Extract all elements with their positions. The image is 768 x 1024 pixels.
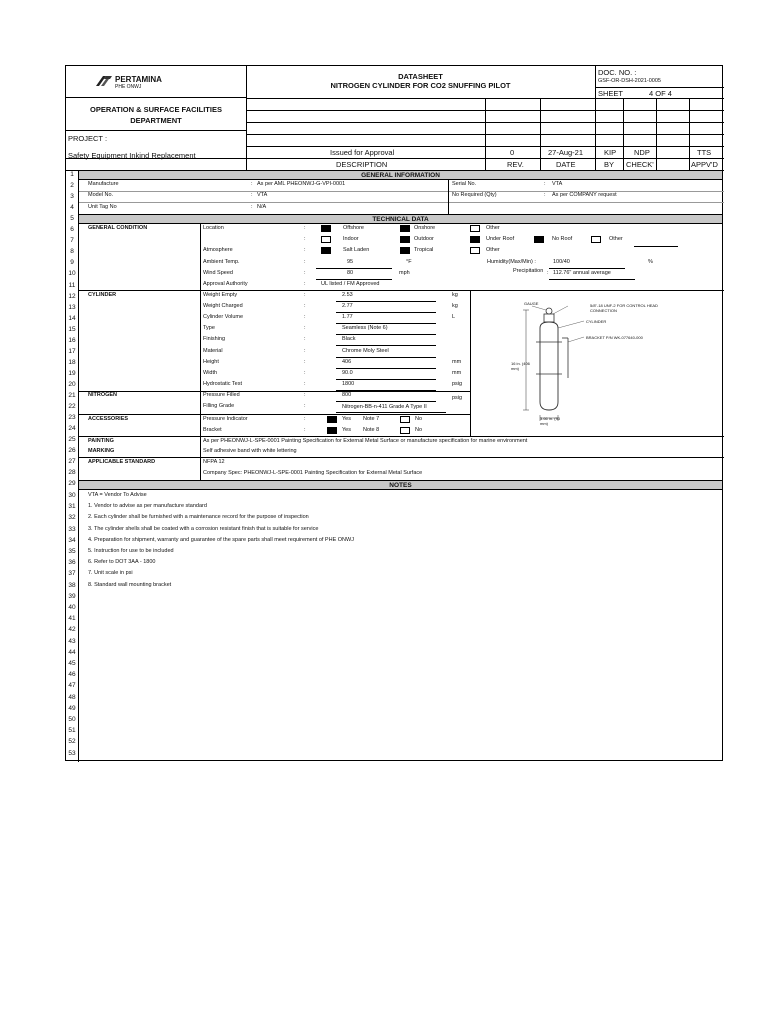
row-number: 27 — [68, 458, 76, 466]
row-number: 31 — [68, 503, 76, 511]
painting-heading: PAINTING — [88, 438, 114, 444]
height-dimension: 16 in. (406 mm) — [511, 361, 530, 371]
standard-line1: NFPA 12 — [203, 459, 225, 465]
sheet-label: SHEET — [598, 89, 624, 98]
section-technical-data: TECHNICAL DATA — [79, 214, 722, 224]
cylinder-row-value: Seamless (Note 6) — [342, 325, 388, 332]
row-number: 3 — [70, 193, 74, 201]
cylinder-row-label: Finishing — [203, 336, 226, 343]
row-number: 26 — [68, 447, 76, 455]
doc-no: GSF-OR-DSH-2021-0005 — [598, 78, 661, 84]
pressure-value: 800 — [342, 392, 352, 398]
qty-label: No Required (Qty) — [452, 192, 497, 198]
marking-text: Self adhesive band with white lettering — [203, 448, 297, 454]
standard-line2: Company Spec: PHEONWJ-L-SPE-0001 Painting Specification for External Metal Surface — [203, 470, 423, 476]
cylinder-row-value: 2.53 — [342, 292, 353, 298]
gauge-label: GAUGE — [524, 301, 539, 306]
datasheet: PERTAMINA PHE ONWJ DATASHEET NITROGEN CYLINDER FOR CO2 SNUFFING PILOT DOC. NO. : GSF-OR-DSH-2021-0005 SHEET 4 OF 4 OPERATION & SURFACE FACILITIES DEPARTMENT PROJECT : Safety Equipment Inkind Replacement Issued for Approval 0 27-Aug-21 KIP NDP TTS DESCRIPTION REV. DATE BY CHECK' APPV'D 1 2 3 4 5 6 7 8 9 10 11 12 13 14 15 16 17 18 19 20 21 22 23 24 25 26 27 28 29 30 31 32 33 34 35 36 37 38 39 40 41 42 43 44 45 46 47 48 49 50 51 52 53 GENERAL INFORMATION TECHNICAL DATA NOTES Manufacture : As per AML PHEONWJ-G-VPI-0001 Serial No. : VTA Model No. : VTA No Required (Qty) : As per COMPANY request Unit Tag No : N/A GENERAL CONDITION Location : Offshore Onshore Other : Indoor Outdoor Under Roof No Roof Other Atmosphere : Salt Laden Tropical Other Ambient Temp. : 95 °F Humidity(Max/Min) : 100/40 % Wind Speed : 80 mph Precipitation : 112.76" annual average Approval Authority : UL listed / FM Approved CYLINDER Weight Empty : 2.53 kg Weight Charged : 2.77 kg Cylinder Volume : 1.77 L Type : Seamless (Note 6) Finishing : Black Material : Chrome Moly Steel Height : 406 mm Width : 90.0 mm Hydrostatic Test : 1800 psig GAUGE 5/8"-18 UNF-2 FOR CONTROL HEAD CONNECTION CYLINDER BRACKET P/N WK-077640-000 16 in. (406 mm) 3.66 in. (93 mm) NITROGEN Pressure Filled : 800 psig Filling Grade : Nitrogen-BB-n-411 Grade A Type II ACCESSORIES Pressure Indicator : Yes Note 7 No Bracket : Yes Note 8 No PAINTING As per PHEONWJ-L-SPE-0001 Painting Specification for External Metal Surface or manufacture specification for marine environment MARKING Self adhesive band with white lettering APPLICABLE STANDARD NFPA 12 Company Spec: PHEONWJ-L-SPE-0001 Painting Specification for External Metal Surface VTA = Vendor To Advise 1. Vendor to advise as per manufacture standard 2. Each cylinder shall be furnished with a maintenance record for the purpose of inspection 3. The cylinder shells shall be coated with a corrosion resistant finish that is suitable for service 4. Preparation for shipment, warranty and guarantee of the spare parts shall meet requirement of PHE ONWJ 5. Instruction for use to be included 6. Refer to DOT 3AA - 1800 7. Unit scale in psi 8. Standard wall mounting bracket — [65, 65, 723, 761]
row-number: 24 — [68, 425, 76, 433]
note-item: 4. Preparation for shipment, warranty and guarantee of the spare parts shall meet requirement of PHE ONWJ — [88, 536, 354, 543]
row-number: 52 — [68, 738, 76, 746]
description-header: DESCRIPTION — [336, 160, 388, 169]
row-number: 45 — [68, 660, 76, 667]
approval-value: UL listed / FM Approved — [321, 281, 380, 287]
rev-check: NDP — [634, 148, 650, 157]
row-number: 46 — [68, 671, 76, 679]
note-item: VTA = Vendor To Advise — [88, 492, 147, 498]
logo-mark-icon — [94, 74, 114, 88]
row-number: 43 — [68, 637, 76, 645]
thread-label: 5/8"-18 UNF-2 FOR CONTROL HEAD CONNECTION — [590, 303, 658, 313]
row-number: 5 — [70, 215, 74, 223]
note-item: 6. Refer to DOT 3AA - 1800 — [88, 559, 156, 566]
other-roof-checkbox[interactable] — [591, 236, 601, 243]
row-number: 42 — [68, 626, 76, 634]
check-header: CHECK' — [626, 160, 654, 169]
row-number: 22 — [68, 403, 76, 411]
serial-label: Serial No. — [452, 181, 477, 187]
row-number: 51 — [68, 727, 76, 735]
value-underline — [336, 312, 436, 313]
pressure-indicator-label: Pressure Indicator — [203, 416, 248, 422]
cylinder-row-unit: psig — [452, 380, 463, 387]
grade-label: Filling Grade — [203, 403, 235, 409]
cylinder-heading: CYLINDER — [88, 292, 117, 298]
by-header: BY — [604, 160, 615, 169]
row-number: 2 — [70, 182, 74, 190]
row-number: 19 — [68, 369, 76, 377]
row-number: 30 — [68, 492, 76, 499]
humidity-value: 100/40 — [553, 259, 570, 265]
salt-laden-checkbox[interactable] — [321, 247, 331, 254]
other-atmosphere-checkbox[interactable] — [470, 247, 480, 254]
cylinder-row-value: 90.0 — [342, 369, 353, 376]
row-number: 33 — [68, 525, 76, 533]
row-number: 44 — [68, 648, 76, 656]
cylinder-callout: CYLINDER — [586, 319, 607, 324]
row-number: 40 — [68, 604, 76, 611]
outdoor-checkbox[interactable] — [400, 236, 410, 243]
indoor-checkbox[interactable] — [321, 236, 331, 243]
colon: : — [304, 303, 306, 310]
row-number: 14 — [68, 314, 76, 322]
cylinder-row-label: Weight Charged — [203, 303, 243, 310]
cylinder-row-value: 406 — [342, 358, 352, 365]
row-number: 28 — [68, 469, 76, 477]
cylinder-row-label: Weight Empty — [203, 292, 238, 298]
approval-label: Approval Authority — [203, 281, 248, 287]
humidity-label: Humidity(Max/Min) : — [487, 259, 536, 265]
note-item: 7. Unit scale in psi — [88, 570, 133, 577]
colon: : — [304, 380, 306, 387]
value-underline — [336, 345, 436, 346]
row-number: 35 — [68, 548, 76, 555]
rev-number: 0 — [510, 148, 515, 157]
row-number: 6 — [70, 226, 74, 234]
note-item: 1. Vendor to advise as per manufacture standard — [88, 503, 207, 510]
sheet-value: 4 OF 4 — [649, 89, 672, 98]
cylinder-row-label: Hydrostatic Test — [203, 380, 243, 387]
project-label: PROJECT : — [68, 134, 108, 143]
row-number: 48 — [68, 693, 76, 701]
bracket-no-checkbox[interactable] — [400, 427, 410, 434]
section-notes: NOTES — [79, 480, 722, 490]
doc-no-label: DOC. NO. : — [598, 68, 637, 77]
colon: : — [304, 369, 306, 376]
row-number: 20 — [68, 380, 76, 388]
pertamina-logo — [94, 74, 114, 88]
bracket-callout: BRACKET P/N WK-077640-000 — [586, 335, 643, 340]
cylinder-row-value: 1800 — [342, 380, 355, 387]
rev-by: KIP — [604, 148, 617, 157]
note-item: 8. Standard wall mounting bracket — [88, 581, 172, 588]
precipitation-value: 112.76" annual average — [553, 270, 611, 276]
row-number: 38 — [68, 581, 76, 589]
datasheet-title: DATASHEET — [398, 72, 443, 81]
row-number: 29 — [68, 480, 76, 488]
grade-value: Nitrogen-BB-n-411 Grade A Type II — [342, 404, 427, 410]
value-underline — [336, 334, 436, 335]
qty-value: As per COMPANY request — [552, 192, 617, 198]
cylinder-row-unit: L — [452, 314, 456, 321]
row-number: 17 — [68, 347, 76, 355]
cylinder-row-unit: mm — [452, 358, 462, 365]
row-number: 9 — [70, 259, 74, 267]
row-number: 53 — [68, 749, 76, 757]
row-number: 7 — [70, 237, 74, 245]
colon: : — [304, 325, 306, 332]
note-item: 2. Each cylinder shall be furnished with a maintenance record for the purpose of inspection — [88, 514, 309, 521]
row-number: 41 — [68, 615, 76, 623]
cylinder-row-unit: kg — [452, 303, 458, 310]
row-number: 49 — [68, 704, 76, 712]
cylinder-row-label: Cylinder Volume — [203, 314, 244, 321]
row-number: 18 — [68, 358, 76, 366]
onshore-checkbox[interactable] — [400, 225, 410, 232]
note-item: 5. Instruction for use to be included — [88, 548, 174, 554]
row-number: 39 — [68, 592, 76, 600]
cylinder-row-unit: kg — [452, 292, 458, 298]
row-number: 1 — [70, 171, 74, 178]
applicable-standard-heading: APPLICABLE STANDARD — [88, 459, 156, 465]
cylinder-row-unit: mm — [452, 369, 462, 376]
width-dimension: 3.66 in. (93 mm) — [540, 416, 561, 426]
cylinder-row-value: 2.77 — [342, 303, 353, 310]
ambient-value: 95 — [347, 259, 354, 265]
cylinder-row-value: 1.77 — [342, 314, 353, 321]
row-number: 21 — [68, 392, 76, 399]
colon: : — [304, 292, 306, 298]
value-underline — [336, 368, 436, 369]
manufacture-label: Manufacture — [88, 181, 119, 187]
value-underline — [336, 357, 436, 358]
bracket-yes-checkbox[interactable] — [327, 427, 337, 434]
row-number: 13 — [68, 303, 76, 311]
date-header: DATE — [556, 160, 576, 169]
row-number: 16 — [68, 336, 76, 344]
marking-heading: MARKING — [88, 448, 115, 454]
cylinder-row-value: Chrome Moly Steel — [342, 347, 389, 354]
other-location-checkbox[interactable] — [470, 225, 480, 232]
colon: : — [304, 336, 306, 343]
wind-value: 80 — [347, 270, 354, 276]
row-number: 12 — [68, 292, 76, 300]
project-name: Safety Equipment Inkind Replacement — [68, 151, 196, 160]
row-number: 36 — [68, 559, 76, 567]
wind-label: Wind Speed — [203, 270, 233, 276]
value-underline — [336, 379, 436, 380]
row-number: 37 — [68, 570, 76, 578]
nitrogen-heading: NITROGEN — [88, 392, 118, 398]
section-general-info: GENERAL INFORMATION — [79, 170, 722, 180]
department-line2: DEPARTMENT — [130, 116, 182, 125]
logo-subtext: PHE ONWJ — [115, 84, 142, 90]
row-number: 10 — [68, 270, 76, 278]
tag-value: N/A — [257, 204, 267, 210]
row-number: 15 — [68, 325, 76, 333]
value-underline — [336, 301, 436, 302]
pressure-indicator-no-checkbox[interactable] — [400, 416, 410, 423]
colon: : — [304, 347, 306, 354]
cylinder-row-label: Material — [203, 347, 223, 354]
general-condition-heading: GENERAL CONDITION — [88, 225, 148, 231]
cylinder-row-label: Height — [203, 358, 219, 365]
row-number: 11 — [68, 281, 76, 289]
approved-header: APPV'D — [691, 160, 718, 169]
row-number: 8 — [70, 248, 74, 256]
note-item: 3. The cylinder shells shall be coated with a corrosion resistant finish that is suitable for service — [88, 525, 319, 532]
precipitation-label: Precipitation — [513, 268, 544, 274]
model-label: Model No. — [88, 192, 114, 198]
colon: : — [304, 314, 306, 321]
row-number: 34 — [68, 536, 76, 544]
tropical-checkbox[interactable] — [400, 247, 410, 254]
value-underline — [336, 323, 436, 324]
manufacture-value: As per AML PHEONWJ-G-VPI-0001 — [257, 181, 346, 187]
row-number: 32 — [68, 514, 76, 522]
colon: : — [304, 358, 306, 365]
row-number: 23 — [68, 414, 76, 422]
painting-text: As per PHEONWJ-L-SPE-0001 Painting Specification for External Metal Surface or manufacture specification for marine environment — [203, 438, 528, 444]
pressure-label: Pressure Filled — [203, 392, 240, 398]
location-label: Location — [203, 225, 224, 231]
department-line1: OPERATION & SURFACE FACILITIES — [90, 105, 222, 114]
cylinder-row-value: Black — [342, 336, 356, 343]
serial-value: VTA — [552, 181, 563, 187]
rev-description: Issued for Approval — [330, 148, 395, 157]
atmosphere-label: Atmosphere — [203, 247, 233, 253]
pressure-indicator-yes-checkbox[interactable] — [327, 416, 337, 423]
row-number: 47 — [68, 682, 76, 690]
model-value: VTA — [257, 192, 268, 198]
datasheet-subtitle: NITROGEN CYLINDER FOR CO2 SNUFFING PILOT — [330, 81, 511, 90]
logo-text: PERTAMINA — [115, 75, 162, 84]
row-number: 25 — [68, 436, 76, 444]
accessories-heading: ACCESSORIES — [88, 416, 129, 422]
offshore-checkbox[interactable] — [321, 225, 331, 232]
tag-label: Unit Tag No — [88, 204, 117, 210]
rev-header: REV. — [507, 160, 524, 169]
rev-date: 27-Aug-21 — [548, 148, 584, 157]
no-roof-checkbox[interactable] — [534, 236, 544, 243]
rev-approved: TTS — [697, 148, 712, 157]
ambient-label: Ambient Temp. — [203, 259, 240, 265]
cylinder-row-label: Type — [203, 325, 215, 332]
row-number: 4 — [70, 204, 74, 212]
bracket-label: Bracket — [203, 427, 222, 433]
under-roof-checkbox[interactable] — [470, 236, 480, 243]
cylinder-row-label: Width — [203, 369, 218, 376]
row-number: 50 — [68, 716, 76, 723]
